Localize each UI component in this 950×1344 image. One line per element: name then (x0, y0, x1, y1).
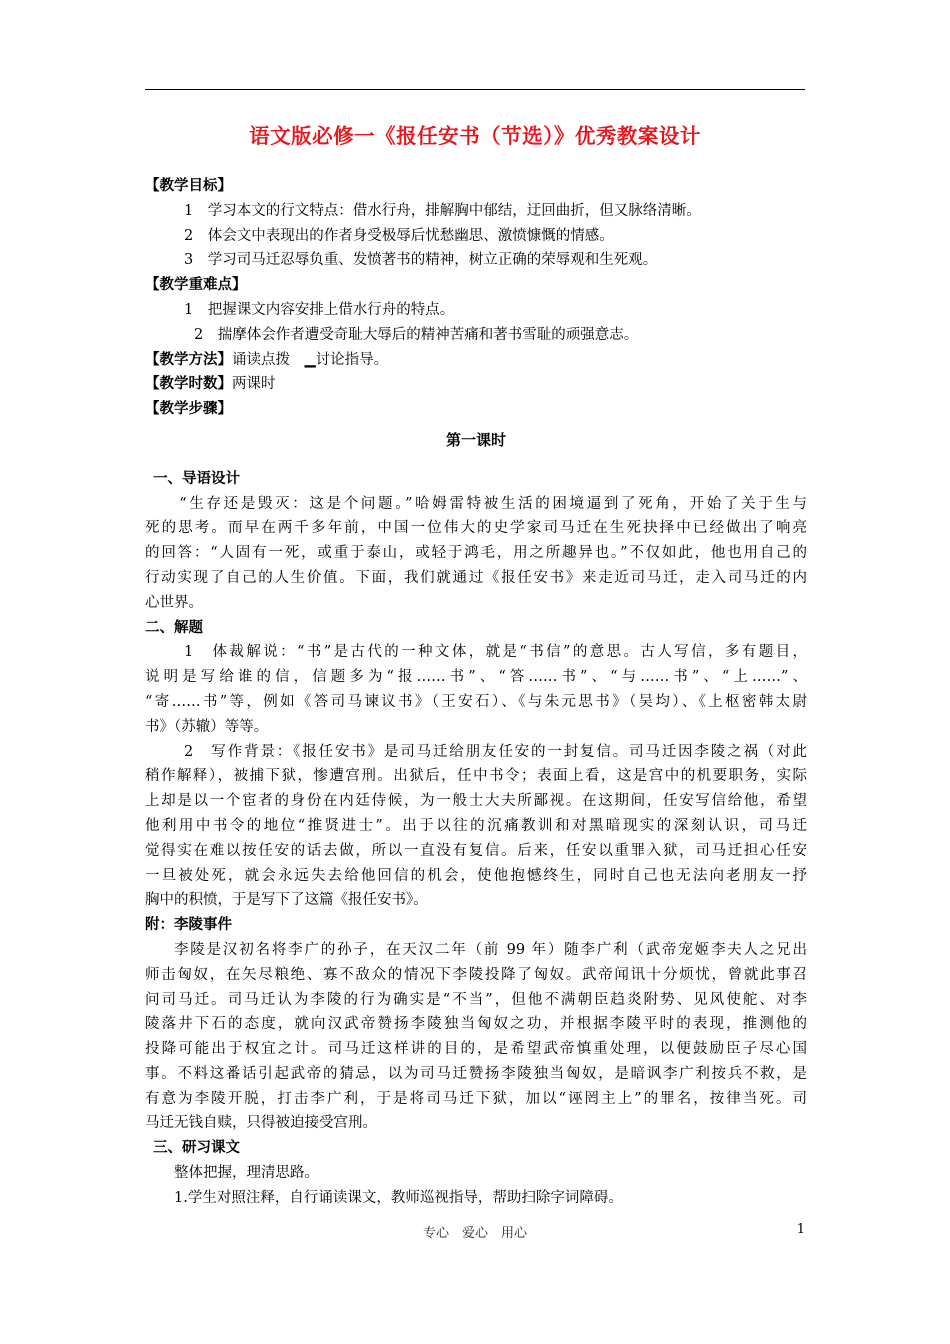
paragraph-line: 马迁无钱自赎，只得被迫接受宫刑。 (145, 1115, 377, 1132)
list-item: 1 学习本文的行文特点：借水行舟，排解胸中郁结，迂回曲折，但又脉络清晰。 (184, 202, 701, 219)
paragraph-line: 2 写作背景：《报任安书》是司马迁给朋友任安的一封复信。司马迁因李陵之祸（对此 (184, 743, 807, 760)
section-heading: 【教学步骤】 (145, 400, 232, 418)
section-heading: 【教学目标】 (145, 177, 232, 194)
paragraph-line: 稍作解释），被捕下狱，惨遭宫刑。出狱后，任中书令；表面上看，这是宫中的机要职务，实际 (145, 768, 807, 785)
document-title: 语文版必修一《报任安书（节选）》优秀教案设计 (249, 124, 701, 148)
footer-motto: 专心 爱心 用心 (422, 1226, 527, 1241)
list-item: 3 学习司马迁忍辱负重、发愤著书的精神，树立正确的荣辱观和生死观。 (184, 252, 658, 269)
paragraph-line: 问司马迁。司马迁认为李陵的行为确实是“不当”，但他不满朝臣趋炎附势、见风使舵、对李 (145, 991, 807, 1008)
paragraph-line: “寄……书”等，例如《答司马谏议书》（王安石）、《与朱元思书》（吴均）、《上枢密韩太尉 (145, 693, 807, 710)
list-item: 1.学生对照注释，自行诵读课文，教师巡视指导，帮助扫除字词障碍。 (174, 1189, 623, 1206)
list-item: 整体把握，理清思路。 (174, 1165, 319, 1182)
paragraph-line: “生存还是毁灭：这是个问题。”哈姆雷特被生活的困境逼到了死角，开始了关于生与 (145, 495, 807, 512)
line-text: 诵读点拨 ▁讨论指导。 (232, 351, 389, 368)
paragraph-line: 1 体裁解说：“书”是古代的一种文体，就是“书信”的意思。古人写信，多有题目， (184, 644, 807, 661)
subsection-heading: 二、解题 (145, 618, 203, 636)
page-number: 1 (796, 1222, 805, 1237)
list-item: 2 揣摩体会作者遭受奇耻大辱后的精神苦痛和著书雪耻的顽强意志。 (194, 326, 639, 343)
header-rule (145, 89, 805, 90)
section-heading: 【教学重难点】 (145, 276, 247, 294)
paragraph-line: 有意为李陵开脱，打击李广利，于是将司马迁下狱，加以“诬罔主上”的罪名，按律当死。司 (145, 1090, 807, 1107)
paragraph-line: 师击匈奴，在矢尽粮绝、寡不敌众的情况下李陵投降了匈奴。武帝闻讯十分烦忧，曾就此事召 (145, 966, 807, 983)
paragraph-line: 陵落井下石的态度，就向汉武帝赞扬李陵独当匈奴之功，并根据李陵平时的表现，推测他的 (145, 1016, 807, 1033)
paragraph-line: 他利用中书令的地位“推贤进士”。出于以往的沉痛教训和对黑暗现实的深刻认识，司马迁 (145, 817, 807, 834)
paragraph-line: 上却是以一个宦者的身份在内廷侍候，为一般士大夫所鄙视。在这期间，任安写信给他，希望 (145, 793, 807, 810)
paragraph-line: 胸中的积愤，于是写下了这篇《报任安书》。 (145, 892, 428, 909)
subsection-heading: 附：李陵事件 (145, 916, 232, 934)
paragraph-line: 说明是写给谁的信，信题多为“报……书”、“答……书”、“与……书”、“上……”、 (145, 669, 807, 686)
line-label: 【教学方法】 (145, 350, 232, 368)
list-item: 1 把握课文内容安排上借水行舟的特点。 (184, 301, 455, 318)
paragraph-line: 心世界。 (145, 594, 203, 611)
paragraph-line: 的回答：“人固有一死，或重于泰山，或轻于鸿毛，用之所趣异也。”不仅如此，他也用自己的 (145, 545, 807, 562)
paragraph-line: 投降可能出于权宜之计。司马迁这样讲的目的，是希望武帝慎重处理，以便鼓励臣子尽心国 (145, 1041, 807, 1058)
line-text: 两课时 (232, 376, 276, 393)
paragraph-line: 事。不料这番话引起武帝的猜忌，以为司马迁赞扬李陵独当匈奴，是暗讽李广利按兵不救，是 (145, 1065, 807, 1082)
paragraph-line: 李陵是汉初名将李广的孙子，在天汉二年（前 99 年）随李广利（武帝宠姬李夫人之兄出 (174, 941, 807, 958)
paragraph-line: 书》（苏辙）等等。 (145, 718, 269, 735)
paragraph-line: 觉得实在难以按任安的话去做，所以一直没有复信。后来，任安以重罪入狱，司马迁担心任安 (145, 842, 807, 859)
labeled-line (145, 348, 807, 373)
lesson-heading: 第一课时 (445, 430, 506, 449)
labeled-line (145, 372, 807, 397)
paragraph-line: 死的思考。而早在两千多年前，中国一位伟大的史学家司马迁在生死抉择中已经做出了响亮 (145, 520, 807, 537)
paragraph-line: 行动实现了自己的人生价值。下面，我们就通过《报任安书》来走近司马迁，走入司马迁的内 (145, 569, 807, 586)
line-label: 【教学时数】 (145, 375, 232, 393)
paragraph-line: 一旦被处死，就会永远失去给他回信的机会，使他抱憾终生，同时自己也无法向老朋友一抒 (145, 867, 807, 884)
subsection-heading: 一、导语设计 (153, 469, 240, 487)
document-body (145, 174, 807, 1211)
subsection-heading: 三、研习课文 (153, 1139, 240, 1157)
list-item: 2 体会文中表现出的作者身受极辱后忧愁幽思、激愤慷慨的情感。 (184, 227, 614, 244)
